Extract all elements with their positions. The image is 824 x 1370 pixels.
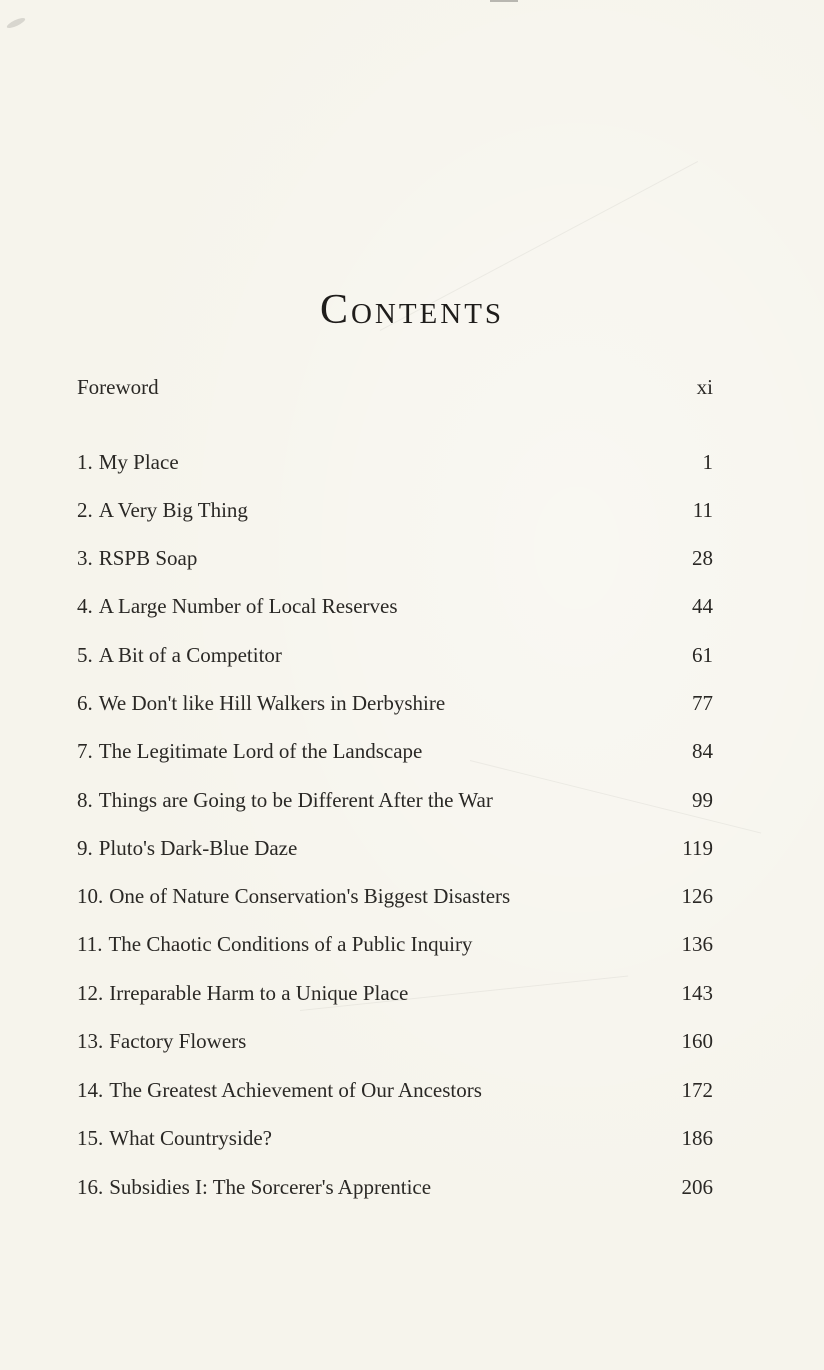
toc-entry — [77, 640, 713, 670]
chapter-number: 7. — [77, 739, 93, 763]
page-number: 126 — [681, 884, 713, 908]
chapter-number: 2. — [77, 498, 93, 522]
chapter-title: Pluto's Dark-Blue Daze — [98, 836, 298, 860]
chapter-title: We Don't like Hill Walkers in Derbyshire — [98, 691, 446, 715]
page-number: 84 — [692, 739, 713, 763]
chapter-number: 4. — [77, 594, 93, 618]
top-edge-mark — [490, 0, 518, 2]
chapter-title: My Place — [98, 450, 179, 474]
toc-entry — [77, 736, 713, 766]
chapter-number: 11. — [77, 932, 103, 956]
toc-entry — [77, 447, 713, 477]
page-number: 44 — [692, 594, 713, 618]
toc-entry-foreword — [77, 372, 713, 402]
chapter-number: 12. — [77, 981, 104, 1005]
toc-entry — [77, 978, 713, 1008]
page-number: 99 — [692, 788, 713, 812]
chapter-number: 15. — [77, 1126, 104, 1150]
chapter-number: 6. — [77, 691, 93, 715]
chapter-title: One of Nature Conservation's Biggest Disasters — [109, 884, 511, 908]
toc-entry — [77, 495, 713, 525]
page-number: xi — [696, 375, 713, 399]
toc-entry — [77, 543, 713, 573]
chapter-title: RSPB Soap — [98, 546, 198, 570]
chapter-number: 1. — [77, 450, 93, 474]
chapter-title: Irreparable Harm to a Unique Place — [109, 981, 409, 1005]
chapter-title: The Legitimate Lord of the Landscape — [98, 739, 423, 763]
chapter-number: 13. — [77, 1029, 104, 1053]
toc-entry — [77, 688, 713, 718]
page-number: 77 — [692, 691, 713, 715]
chapter-number: 3. — [77, 546, 93, 570]
page-number: 143 — [681, 981, 713, 1005]
chapter-title: Foreword — [77, 375, 159, 399]
page-number: 136 — [681, 932, 713, 956]
chapter-title: Factory Flowers — [109, 1029, 247, 1053]
page-number: 186 — [681, 1126, 713, 1150]
chapter-title: What Countryside? — [109, 1126, 272, 1150]
chapter-number: 9. — [77, 836, 93, 860]
page-number: 160 — [681, 1029, 713, 1053]
page-number: 28 — [692, 546, 713, 570]
toc-entry — [77, 929, 713, 959]
toc-entry — [77, 1075, 713, 1105]
corner-smudge — [6, 16, 27, 30]
toc-entry — [77, 591, 713, 621]
chapter-number: 5. — [77, 643, 93, 667]
chapter-number: 16. — [77, 1175, 104, 1199]
chapter-title: The Greatest Achievement of Our Ancestors — [109, 1078, 482, 1102]
chapter-number: 8. — [77, 788, 93, 812]
page-title: Contents — [319, 287, 505, 334]
toc-entry — [77, 785, 713, 815]
chapter-title: A Large Number of Local Reserves — [98, 594, 398, 618]
toc-entry — [77, 881, 713, 911]
page-number: 61 — [692, 643, 713, 667]
chapter-title: A Bit of a Competitor — [98, 643, 282, 667]
chapter-title: The Chaotic Conditions of a Public Inquiry — [108, 932, 473, 956]
page-number: 206 — [681, 1175, 713, 1199]
page-number: 172 — [681, 1078, 713, 1102]
chapter-number: 14. — [77, 1078, 104, 1102]
page-number: 1 — [702, 450, 713, 474]
chapter-number: 10. — [77, 884, 104, 908]
chapter-title: Things are Going to be Different After the War — [98, 788, 493, 812]
page-number: 119 — [682, 836, 713, 860]
chapter-title: A Very Big Thing — [98, 498, 248, 522]
toc-entry — [77, 1172, 713, 1202]
toc-entry — [77, 1123, 713, 1153]
chapter-title: Subsidies I: The Sorcerer's Apprentice — [109, 1175, 432, 1199]
toc-entry — [77, 833, 713, 863]
toc-entry — [77, 1026, 713, 1056]
page-number: 11 — [692, 498, 713, 522]
